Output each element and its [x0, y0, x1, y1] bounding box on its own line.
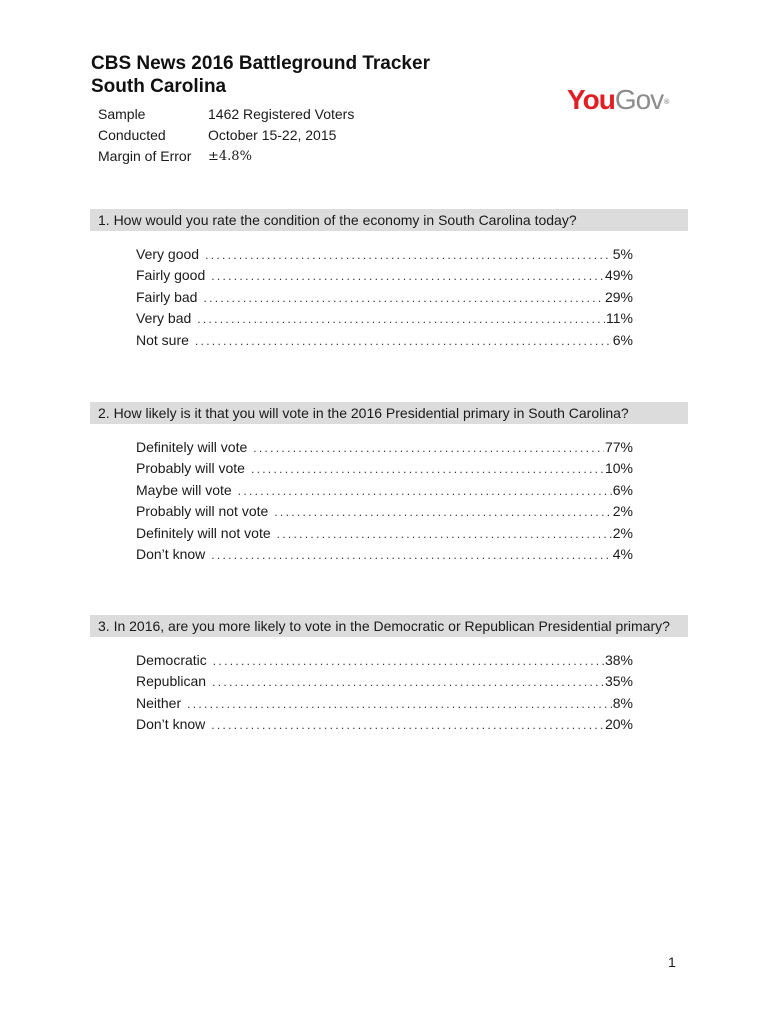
- dot-leader: [238, 481, 612, 502]
- answer-label: Probably will not vote: [136, 503, 269, 520]
- answer-value: 11%: [606, 310, 633, 327]
- answer-row: [136, 501, 633, 522]
- answer-label: Probably will vote: [136, 460, 245, 477]
- meta-row-conducted: [98, 125, 354, 146]
- answer-row: [136, 244, 633, 265]
- answer-label: Definitely will vote: [136, 439, 248, 455]
- page-number: 1: [668, 954, 676, 970]
- answer-label: Fairly bad: [136, 288, 198, 305]
- answer-value: 10%: [604, 460, 633, 477]
- dot-leader: [212, 672, 604, 693]
- question-1-heading: 1. How would you rate the condition of the economy in South Carolina today?: [90, 209, 688, 231]
- yougov-logo: [567, 84, 668, 116]
- title-line-1: CBS News 2016 Battleground Tracker: [91, 53, 430, 74]
- answer-row: [136, 693, 633, 714]
- answer-row: [136, 671, 633, 692]
- answer-value: 29%: [604, 288, 633, 305]
- question-3-answers: [136, 650, 633, 736]
- answer-label: Not sure: [136, 331, 189, 348]
- answer-row: [136, 458, 633, 479]
- question-2-heading: 2. How likely is it that you will vote in the 2016 Presidential primary in South Carolina?: [90, 402, 688, 424]
- meta-row-sample: [98, 104, 354, 125]
- answer-row: [136, 437, 633, 458]
- answer-value: 2%: [612, 503, 633, 520]
- dot-leader: [213, 651, 604, 672]
- dot-leader: [195, 331, 612, 352]
- answer-value: 38%: [604, 652, 633, 668]
- answer-row: [136, 330, 633, 351]
- answer-row: [136, 523, 633, 544]
- meta-label: Conducted: [98, 127, 166, 143]
- dot-leader: [187, 694, 612, 715]
- answer-value: 20%: [604, 716, 633, 733]
- answer-label: Don’t know: [136, 716, 206, 733]
- meta-label: Margin of Error: [98, 148, 192, 164]
- title-line-2: South Carolina: [91, 76, 227, 97]
- answer-label: Very good: [136, 246, 200, 262]
- meta-label: Sample: [98, 106, 146, 122]
- dot-leader: [253, 438, 604, 459]
- answer-value: 77%: [604, 439, 633, 455]
- answer-row: [136, 308, 633, 329]
- meta-value: October 15-22, 2015: [208, 127, 337, 143]
- answer-value: 5%: [612, 246, 633, 262]
- answer-row: [136, 650, 633, 671]
- question-3-heading: 3. In 2016, are you more likely to vote in the Democratic or Republican Presidential primary?: [90, 615, 688, 637]
- answer-value: 2%: [612, 524, 633, 541]
- logo-you: You: [567, 84, 615, 115]
- dot-leader: [205, 245, 612, 266]
- answer-label: Very bad: [136, 310, 192, 327]
- dot-leader: [274, 502, 611, 523]
- answer-label: Fairly good: [136, 267, 206, 284]
- answer-label: Definitely will not vote: [136, 524, 271, 541]
- dot-leader: [197, 309, 605, 330]
- answer-row: [136, 287, 633, 308]
- answer-label: Neither: [136, 694, 182, 711]
- document-title: [91, 52, 430, 98]
- dot-leader: [203, 288, 604, 309]
- question-2-answers: [136, 437, 633, 565]
- meta-row-margin-of-error: [98, 146, 354, 167]
- answer-value: 6%: [612, 331, 633, 348]
- answer-value: 49%: [604, 267, 633, 284]
- logo-gov: Gov: [614, 84, 664, 115]
- dot-leader: [211, 715, 604, 736]
- meta-value: 1462 Registered Voters: [208, 106, 355, 122]
- question-1-answers: [136, 244, 633, 351]
- dot-leader: [211, 266, 604, 287]
- meta-value: ±4.8%: [208, 149, 252, 164]
- survey-meta: [98, 104, 354, 167]
- logo-registered-mark: ®: [664, 99, 669, 106]
- answer-label: Democratic: [136, 652, 207, 668]
- answer-row: [136, 544, 633, 565]
- answer-value: 35%: [604, 673, 633, 690]
- answer-row: [136, 714, 633, 735]
- answer-value: 4%: [612, 545, 633, 562]
- answer-value: 6%: [612, 481, 633, 498]
- answer-row: [136, 265, 633, 286]
- answer-label: Don’t know: [136, 545, 206, 562]
- answer-label: Maybe will vote: [136, 481, 232, 498]
- answer-value: 8%: [612, 694, 633, 711]
- dot-leader: [277, 524, 612, 545]
- answer-label: Republican: [136, 673, 207, 690]
- dot-leader: [251, 459, 604, 480]
- dot-leader: [211, 545, 612, 566]
- answer-row: [136, 480, 633, 501]
